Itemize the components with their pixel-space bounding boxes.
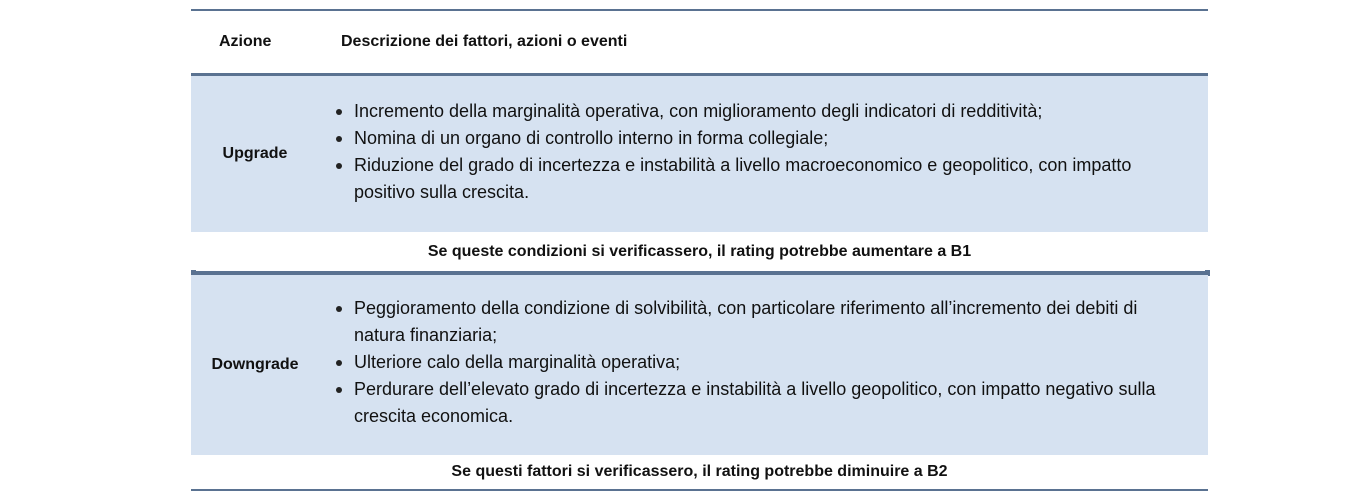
upgrade-factor-text: Riduzione del grado di incertezza e instabilità a livello macroeconomico e geopolitico, con impatto positivo sulla crescita. bbox=[354, 155, 1132, 202]
bullet-icon bbox=[336, 109, 342, 115]
downgrade-row bbox=[191, 275, 1208, 455]
bullet-icon bbox=[336, 387, 342, 393]
downgrade-factor-list bbox=[331, 295, 1161, 430]
header-action: Azione bbox=[219, 33, 272, 50]
bullet-icon bbox=[336, 360, 342, 366]
list-item bbox=[331, 152, 1161, 206]
bullet-icon bbox=[336, 163, 342, 169]
upgrade-factor-list bbox=[331, 98, 1161, 206]
downgrade-factor-text: Ulteriore calo della marginalità operativa; bbox=[354, 352, 681, 372]
list-item bbox=[331, 349, 1161, 376]
downgrade-factor-text: Perdurare dell’elevato grado di incertezza e instabilità a livello geopolitico, con impatto negativo sulla crescita economica. bbox=[354, 379, 1156, 426]
header-description: Descrizione dei fattori, azioni o eventi bbox=[341, 33, 628, 50]
list-item bbox=[331, 98, 1161, 125]
bullet-icon bbox=[336, 306, 342, 312]
upgrade-summary: Se queste condizioni si verificassero, il rating potrebbe aumentare a B1 bbox=[191, 232, 1208, 271]
downgrade-summary: Se questi fattori si verificassero, il rating potrebbe diminuire a B2 bbox=[191, 455, 1208, 489]
bullet-icon bbox=[336, 136, 342, 142]
upgrade-row bbox=[191, 76, 1208, 232]
table-header-row bbox=[191, 11, 1208, 73]
upgrade-factor-text: Incremento della marginalità operativa, con miglioramento degli indicatori di redditività; bbox=[354, 101, 1043, 121]
downgrade-factor-text: Peggioramento della condizione di solvibilità, con particolare riferimento all’incremento dei debiti di natura finanziaria; bbox=[354, 298, 1138, 345]
upgrade-label: Upgrade bbox=[222, 145, 288, 162]
upgrade-factor-text: Nomina di un organo di controllo interno in forma collegiale; bbox=[354, 128, 829, 148]
list-item bbox=[331, 295, 1161, 349]
list-item bbox=[331, 125, 1161, 152]
downgrade-label: Downgrade bbox=[211, 356, 299, 373]
bottom-rule bbox=[191, 489, 1208, 491]
rating-factors-table bbox=[191, 0, 1208, 500]
list-item bbox=[331, 376, 1161, 430]
